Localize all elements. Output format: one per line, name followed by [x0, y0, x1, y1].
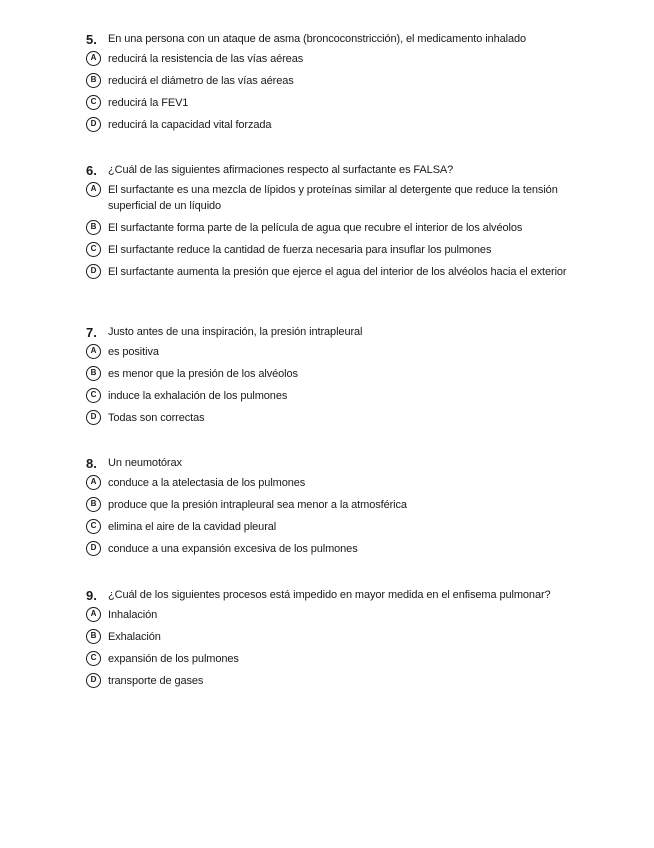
option-text: Todas son correctas	[108, 412, 205, 424]
option-d[interactable]	[86, 264, 596, 280]
option-d[interactable]	[86, 673, 596, 689]
question-5	[86, 32, 596, 139]
question-number: 5.	[86, 32, 97, 47]
question-header	[86, 325, 596, 340]
option-bubble[interactable]: B	[86, 366, 101, 381]
question-number: 8.	[86, 456, 97, 471]
option-c[interactable]	[86, 242, 596, 258]
option-bubble[interactable]: D	[86, 117, 101, 132]
option-bubble[interactable]: A	[86, 344, 101, 359]
option-c[interactable]	[86, 651, 596, 667]
option-b[interactable]	[86, 366, 596, 382]
option-text: reducirá la FEV1	[108, 97, 189, 109]
option-d[interactable]	[86, 117, 596, 133]
option-text: conduce a la atelectasia de los pulmones	[108, 477, 306, 489]
option-bubble[interactable]: C	[86, 519, 101, 534]
question-number: 7.	[86, 325, 97, 340]
question-number: 6.	[86, 163, 97, 178]
option-bubble[interactable]: C	[86, 388, 101, 403]
option-text: elimina el aire de la cavidad pleural	[108, 521, 277, 533]
question-text: En una persona con un ataque de asma (broncoconstricción), el medicamento inhalado	[108, 33, 527, 45]
question-text: ¿Cuál de las siguientes afirmaciones respecto al surfactante es FALSA?	[108, 164, 454, 176]
option-bubble[interactable]: A	[86, 51, 101, 66]
option-a[interactable]	[86, 182, 596, 214]
option-text: El surfactante aumenta la presión que ejerce el agua del interior de los alvéolos hacia el exterior	[108, 266, 567, 278]
option-text: Exhalación	[108, 631, 161, 643]
option-c[interactable]	[86, 95, 596, 111]
option-bubble[interactable]: D	[86, 541, 101, 556]
option-bubble[interactable]: A	[86, 182, 101, 197]
option-bubble[interactable]: B	[86, 629, 101, 644]
option-d[interactable]	[86, 541, 596, 557]
option-text: reducirá el diámetro de las vías aéreas	[108, 75, 294, 87]
option-text: transporte de gases	[108, 675, 204, 687]
option-text: conduce a una expansión excesiva de los pulmones	[108, 543, 358, 555]
option-text: induce la exhalación de los pulmones	[108, 390, 288, 402]
option-b[interactable]	[86, 497, 596, 513]
option-bubble[interactable]: D	[86, 264, 101, 279]
option-text: produce que la presión intrapleural sea menor a la atmosférica	[108, 499, 407, 511]
option-a[interactable]	[86, 475, 596, 491]
question-8	[86, 456, 596, 563]
option-bubble[interactable]: C	[86, 242, 101, 257]
option-b[interactable]	[86, 629, 596, 645]
option-bubble[interactable]: B	[86, 497, 101, 512]
option-text: expansión de los pulmones	[108, 653, 239, 665]
option-a[interactable]	[86, 51, 596, 67]
option-bubble[interactable]: A	[86, 607, 101, 622]
option-text: El surfactante reduce la cantidad de fuerza necesaria para insuflar los pulmones	[108, 244, 492, 256]
question-7	[86, 325, 596, 432]
question-text: Un neumotórax	[108, 457, 182, 469]
question-number: 9.	[86, 588, 97, 603]
question-header	[86, 32, 596, 47]
option-c[interactable]	[86, 519, 596, 535]
option-a[interactable]	[86, 344, 596, 360]
question-6	[86, 163, 596, 286]
option-text: es positiva	[108, 346, 159, 358]
question-9	[86, 588, 596, 695]
option-bubble[interactable]: B	[86, 73, 101, 88]
option-bubble[interactable]: B	[86, 220, 101, 235]
option-text: reducirá la capacidad vital forzada	[108, 119, 272, 131]
option-b[interactable]	[86, 73, 596, 89]
question-header	[86, 588, 596, 603]
option-c[interactable]	[86, 388, 596, 404]
question-text: ¿Cuál de los siguientes procesos está impedido en mayor medida en el enfisema pulmonar?	[108, 589, 551, 601]
option-bubble[interactable]: C	[86, 95, 101, 110]
option-text: El surfactante forma parte de la película de agua que recubre el interior de los alvéolos	[108, 222, 523, 234]
question-text: Justo antes de una inspiración, la presión intrapleural	[108, 326, 363, 338]
question-header	[86, 456, 596, 471]
option-b[interactable]	[86, 220, 596, 236]
option-d[interactable]	[86, 410, 596, 426]
option-bubble[interactable]: C	[86, 651, 101, 666]
option-text: reducirá la resistencia de las vías aéreas	[108, 53, 304, 65]
option-bubble[interactable]: D	[86, 410, 101, 425]
question-header	[86, 163, 596, 178]
option-text: Inhalación	[108, 609, 158, 621]
option-a[interactable]	[86, 607, 596, 623]
option-bubble[interactable]: D	[86, 673, 101, 688]
option-text: es menor que la presión de los alvéolos	[108, 368, 298, 380]
option-bubble[interactable]: A	[86, 475, 101, 490]
option-text: El surfactante es una mezcla de lípidos y proteínas similar al detergente que reduce la tensión superficial de un líquido	[108, 184, 558, 212]
